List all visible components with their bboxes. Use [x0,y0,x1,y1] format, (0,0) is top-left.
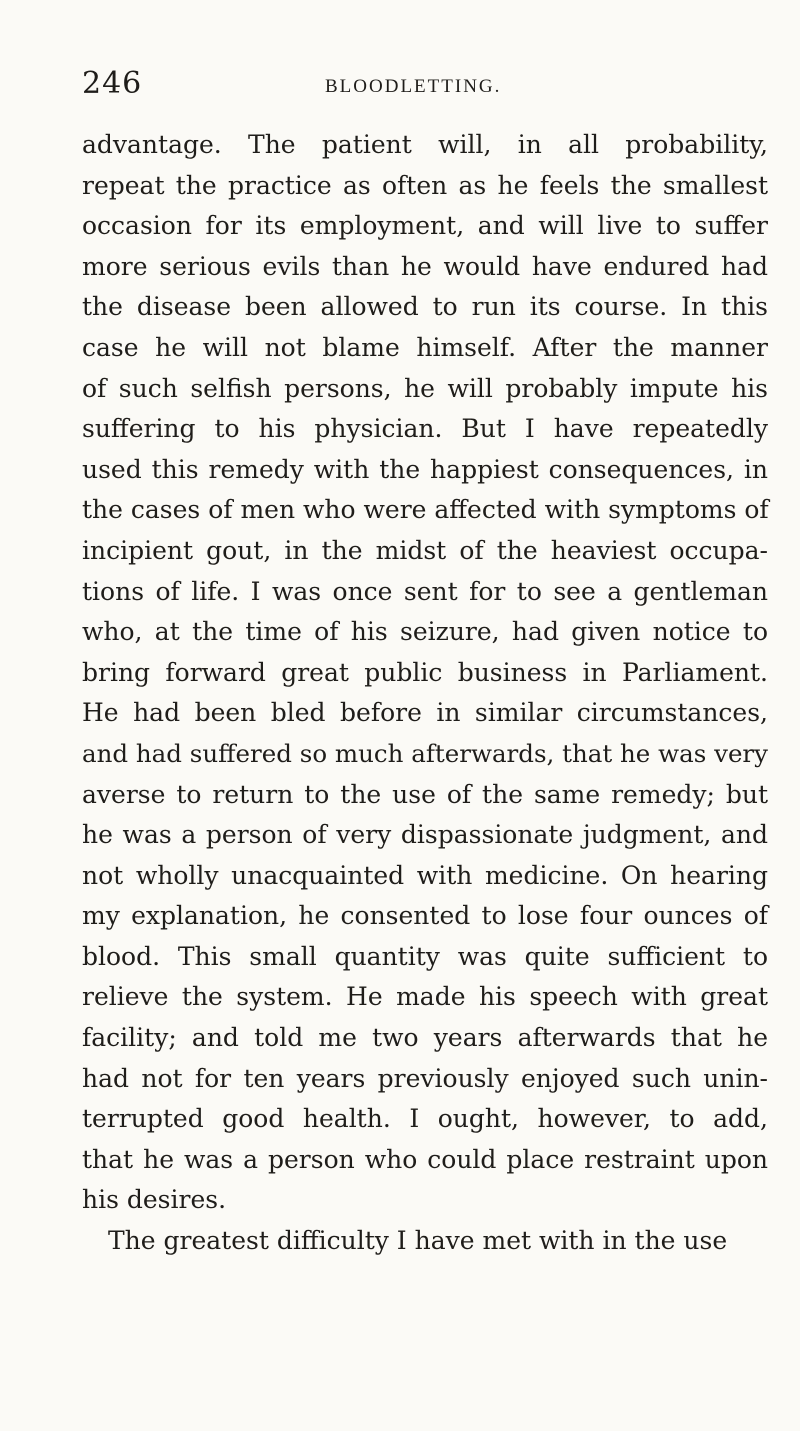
text-line: my explanation, he consented to lose four ounces of [82,901,768,931]
text-line: the disease been allowed to run its course. In this [82,292,768,322]
text-line: bring forward great public business in Parliament. [82,657,768,687]
text-line: case he will not blame himself. After the manner [82,332,768,362]
text-line: suffering to his physician. But I have repeatedly [82,414,768,444]
text-line: more serious evils than he would have endured had [82,251,768,281]
text-line: repeat the practice as often as he feels the smallest [82,170,768,200]
text-line: blood. This small quantity was quite sufficient to [82,941,768,971]
text-line: he was a person of very dispassionate judgment, and [82,820,768,850]
text-line: that he was a person who could place restraint upon [82,1144,768,1174]
body-text [82,125,768,1262]
text-line: averse to return to the use of the same remedy; but [82,779,768,809]
text-line: used this remedy with the happiest consequences, in [82,454,768,484]
text-line: occasion for its employment, and will live to suffer [82,211,768,241]
text-line: relieve the system. He made his speech with great [82,982,768,1012]
text-line: terrupted good health. I ought, however, to add, [82,1104,768,1134]
text-line: incipient gout, in the midst of the heaviest occupa- [82,535,768,565]
text-line: had not for ten years previously enjoyed such unin- [82,1063,768,1093]
text-line: and had suffered so much afterwards, that he was very [82,738,768,768]
running-head [0,60,800,100]
text-line: not wholly unacquainted with medicine. On hearing [82,860,768,890]
paragraph-end-line: his desires. [82,1185,227,1215]
paragraph-start-line: The greatest difficulty I have met with in the use [108,1226,728,1256]
text-line: tions of life. I was once sent for to see a gentleman [82,576,768,606]
text-line: who, at the time of his seizure, had given notice to [82,617,768,647]
text-line: He had been bled before in similar circumstances, [82,698,768,728]
running-title: BLOODLETTING. [325,76,502,97]
text-line: facility; and told me two years afterwards that he [82,1023,768,1053]
text-line: the cases of men who were affected with symptoms of [82,495,769,525]
page-number: 246 [82,66,143,101]
text-line: of such selfish persons, he will probably impute his [82,373,768,403]
text-line: advantage. The patient will, in all probability, [82,130,768,159]
